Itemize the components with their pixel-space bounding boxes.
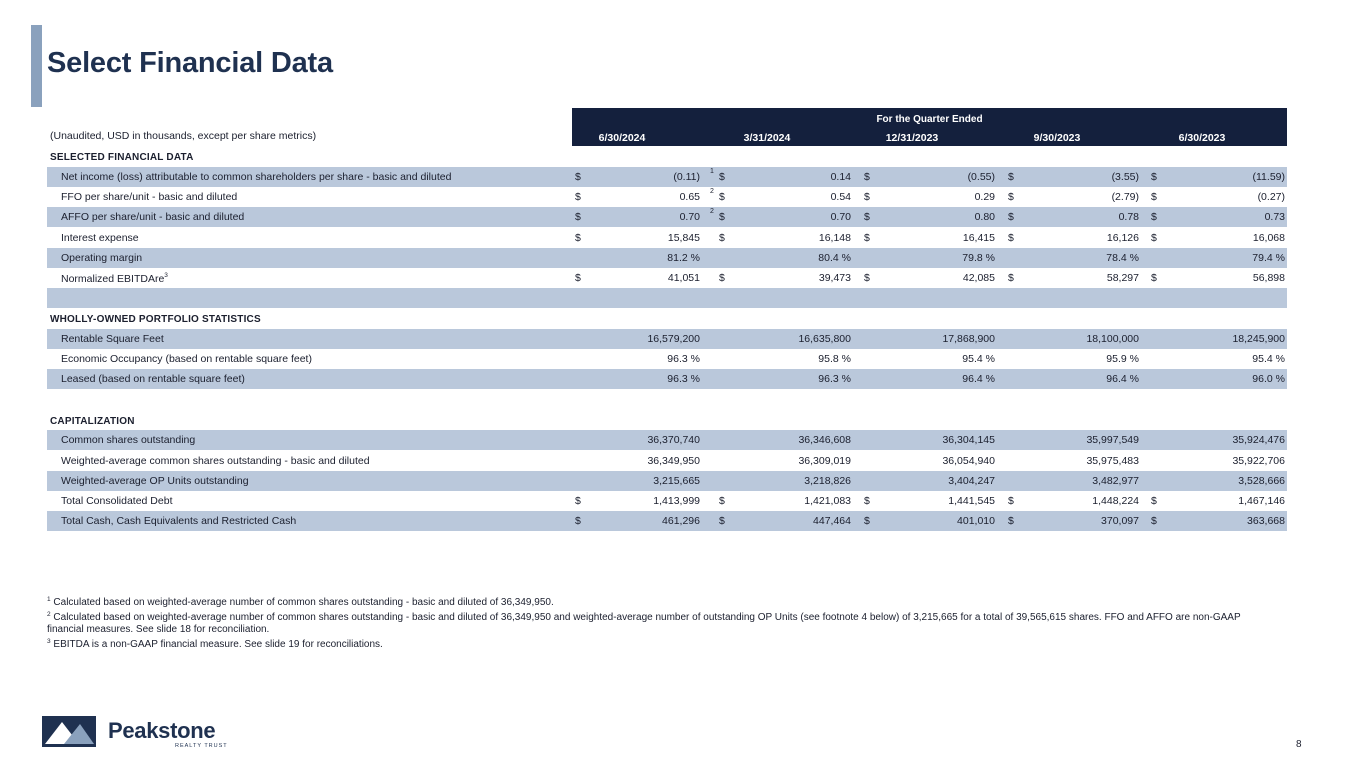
currency-symbol: $ (575, 232, 581, 244)
cell-value: 16,415 (962, 232, 995, 244)
currency-symbol: $ (719, 495, 725, 507)
row-label: Normalized EBITDAre$^3$ (61, 272, 168, 285)
currency-symbol: $ (719, 232, 725, 244)
row-label: Interest expense (61, 232, 139, 244)
cell-value: 1,413,999 (653, 495, 700, 507)
row-label: Operating margin (61, 252, 143, 264)
row-label: Weighted-average common shares outstanding - basic and diluted (61, 455, 370, 467)
cell-value: 18,245,900 (1232, 333, 1285, 345)
row-label: Weighted-average OP Units outstanding (61, 475, 249, 487)
cell-value: 36,304,145 (942, 434, 995, 446)
header-col-2: 3/31/2024 (743, 132, 791, 144)
cell-value: 96.4 % (1106, 373, 1139, 385)
currency-symbol: $ (1008, 191, 1014, 203)
cell-value: 1,421,083 (804, 495, 851, 507)
header-col-4: 9/30/2023 (1033, 132, 1081, 144)
header-col-5: 6/30/2023 (1178, 132, 1226, 144)
cell-value: 3,528,666 (1238, 475, 1285, 487)
footnote-1: $^1$ Calculated based on weighted-average number of common shares outstanding - basic and diluted of 36,349,950. (47, 596, 554, 608)
currency-symbol: $ (575, 171, 581, 183)
cell-value: 0.65 (679, 191, 700, 203)
cell-value: 96.0 % (1252, 373, 1285, 385)
cell-value: 78.4 % (1106, 252, 1139, 264)
cell-value: 0.54 (830, 191, 851, 203)
cell-value: 79.8 % (962, 252, 995, 264)
table-row (47, 248, 1287, 268)
cell-value: 95.4 % (1252, 353, 1285, 365)
cell-value: 1,467,146 (1238, 495, 1285, 507)
currency-symbol: $ (864, 272, 870, 284)
cell-value: 0.14 (830, 171, 851, 183)
cell-value: 95.8 % (818, 353, 851, 365)
currency-symbol: $ (575, 191, 581, 203)
currency-symbol: $ (719, 272, 725, 284)
currency-symbol: $ (864, 191, 870, 203)
currency-symbol: $ (1151, 272, 1157, 284)
cell-value: (3.55) (1111, 171, 1139, 183)
section-selected-financial-data: SELECTED FINANCIAL DATA (50, 152, 194, 163)
currency-symbol: $ (1151, 515, 1157, 527)
table-row (47, 430, 1287, 450)
page-number: 8 (1296, 739, 1302, 750)
cell-value: 95.9 % (1106, 353, 1139, 365)
currency-symbol: $ (575, 211, 581, 223)
page-title: Select Financial Data (47, 47, 333, 79)
currency-symbol: $ (1008, 232, 1014, 244)
cell-value: 96.3 % (667, 353, 700, 365)
row-label: Economic Occupancy (based on rentable square feet) (61, 353, 312, 365)
currency-symbol: $ (864, 495, 870, 507)
row-label: AFFO per share/unit - basic and diluted (61, 211, 245, 223)
currency-symbol: $ (1008, 211, 1014, 223)
table-row (47, 228, 1287, 248)
table-row (47, 471, 1287, 491)
section-capitalization: CAPITALIZATION (50, 416, 135, 427)
cell-value: 96.3 % (667, 373, 700, 385)
table-subtitle: (Unaudited, USD in thousands, except per share metrics) (50, 130, 317, 142)
cell-value: (0.11) (673, 171, 700, 183)
table-row (47, 167, 1287, 187)
currency-symbol: $ (864, 515, 870, 527)
cell-value: 81.2 % (667, 252, 700, 264)
currency-symbol: $ (864, 211, 870, 223)
row-label: FFO per share/unit - basic and diluted (61, 191, 238, 203)
currency-symbol: $ (575, 272, 581, 284)
row-label: Total Cash, Cash Equivalents and Restricted Cash (61, 515, 297, 527)
cell-value: 35,975,483 (1086, 455, 1139, 467)
cell-value: 79.4 % (1252, 252, 1285, 264)
currency-symbol: $ (719, 171, 725, 183)
footnote-2: $^2$ Calculated based on weighted-average number of common shares outstanding - basic and diluted of 36,349,950 and weighted-average number of outstanding OP Units (see footnote 4 below) of 3,215,665 for a total of 39,565,615 shares. FFO and AFFO are non-GAAP financial measures. See slide 18 for reconciliation. (47, 611, 1241, 635)
cell-value: 36,349,950 (647, 455, 700, 467)
cell-value: 447,464 (813, 515, 851, 527)
cell-value: 3,404,247 (948, 475, 995, 487)
cell-value: (0.27) (1257, 191, 1285, 203)
cell-value: 18,100,000 (1086, 333, 1139, 345)
cell-value: 36,370,740 (647, 434, 700, 446)
cell-value: 1,441,545 (948, 495, 995, 507)
cell-value: 16,068 (1252, 232, 1285, 244)
cell-value: 370,097 (1101, 515, 1139, 527)
footnote-3: $^3$ EBITDA is a non-GAAP financial measure. See slide 19 for reconciliations. (47, 638, 383, 650)
row-label: Rentable Square Feet (61, 333, 164, 345)
currency-symbol: $ (575, 495, 581, 507)
currency-symbol: $ (1151, 191, 1157, 203)
cell-value: 15,845 (667, 232, 700, 244)
currency-symbol: $ (1008, 272, 1014, 284)
cell-value: 58,297 (1106, 272, 1139, 284)
currency-symbol: $ (719, 191, 725, 203)
cell-value: 35,997,549 (1086, 434, 1139, 446)
currency-symbol: $ (1008, 171, 1014, 183)
table-row (47, 187, 1287, 207)
cell-value: (0.55) (967, 171, 995, 183)
table-row (47, 329, 1287, 349)
currency-symbol: $ (1008, 515, 1014, 527)
currency-symbol: $ (719, 515, 725, 527)
cell-value: 363,668 (1247, 515, 1285, 527)
footnote-marker: 2 (710, 188, 714, 195)
cell-value: 461,296 (662, 515, 700, 527)
cell-value: 96.3 % (818, 373, 851, 385)
table-row (47, 349, 1287, 369)
cell-value: 3,218,826 (804, 475, 851, 487)
title-accent-bar (31, 25, 42, 107)
cell-value: (11.59) (1252, 171, 1285, 183)
table-row (47, 207, 1287, 227)
cell-value: (2.79) (1111, 191, 1139, 203)
cell-value: 36,054,940 (942, 455, 995, 467)
cell-value: 35,922,706 (1232, 455, 1285, 467)
cell-value: 42,085 (962, 272, 995, 284)
cell-value: 0.73 (1264, 211, 1285, 223)
cell-value: 36,309,019 (798, 455, 851, 467)
cell-value: 39,473 (818, 272, 851, 284)
cell-value: 0.70 (679, 211, 700, 223)
cell-value: 16,126 (1106, 232, 1139, 244)
cell-value: 401,010 (957, 515, 995, 527)
logo-wordmark: Peakstone (108, 718, 216, 743)
table-row (47, 268, 1287, 288)
cell-value: 36,346,608 (798, 434, 851, 446)
currency-symbol: $ (719, 211, 725, 223)
table-header (572, 108, 1287, 146)
cell-value: 56,898 (1252, 272, 1285, 284)
cell-value: 3,215,665 (653, 475, 700, 487)
currency-symbol: $ (864, 232, 870, 244)
logo-tagline: REALTY TRUST (175, 743, 228, 749)
peakstone-mountain-icon (42, 716, 96, 747)
cell-value: 1,448,224 (1092, 495, 1139, 507)
cell-value: 41,051 (667, 272, 700, 284)
header-col-1: 6/30/2024 (598, 132, 646, 144)
cell-value: 3,482,977 (1092, 475, 1139, 487)
row-label: Common shares outstanding (61, 434, 196, 446)
table-row (47, 369, 1287, 389)
table-row (47, 451, 1287, 471)
footnote-marker: 2 (710, 208, 714, 215)
section-portfolio-statistics: WHOLLY-OWNED PORTFOLIO STATISTICS (50, 314, 261, 325)
cell-value: 96.4 % (962, 373, 995, 385)
currency-symbol: $ (1151, 232, 1157, 244)
cell-value: 0.78 (1118, 211, 1139, 223)
cell-value: 0.29 (974, 191, 995, 203)
cell-value: 16,635,800 (798, 333, 851, 345)
row-label: Leased (based on rentable square feet) (61, 373, 245, 385)
cell-value: 16,148 (818, 232, 851, 244)
table-row (47, 511, 1287, 531)
cell-value: 0.80 (974, 211, 995, 223)
cell-value: 16,579,200 (647, 333, 700, 345)
currency-symbol: $ (1151, 171, 1157, 183)
footnote-marker: 1 (710, 168, 714, 175)
table-row (47, 491, 1287, 511)
currency-symbol: $ (1008, 495, 1014, 507)
row-label: Total Consolidated Debt (61, 495, 173, 507)
currency-symbol: $ (1151, 495, 1157, 507)
currency-symbol: $ (1151, 211, 1157, 223)
row-label: Net income (loss) attributable to common shareholders per share - basic and diluted (61, 171, 452, 183)
cell-value: 0.70 (830, 211, 851, 223)
header-col-3: 12/31/2023 (885, 132, 939, 144)
table-row (47, 288, 1287, 308)
currency-symbol: $ (864, 171, 870, 183)
cell-value: 17,868,900 (942, 333, 995, 345)
cell-value: 95.4 % (962, 353, 995, 365)
footnotes (47, 594, 1277, 651)
currency-symbol: $ (575, 515, 581, 527)
cell-value: 80.4 % (818, 252, 851, 264)
cell-value: 35,924,476 (1232, 434, 1285, 446)
header-group-label: For the Quarter Ended (876, 114, 983, 125)
